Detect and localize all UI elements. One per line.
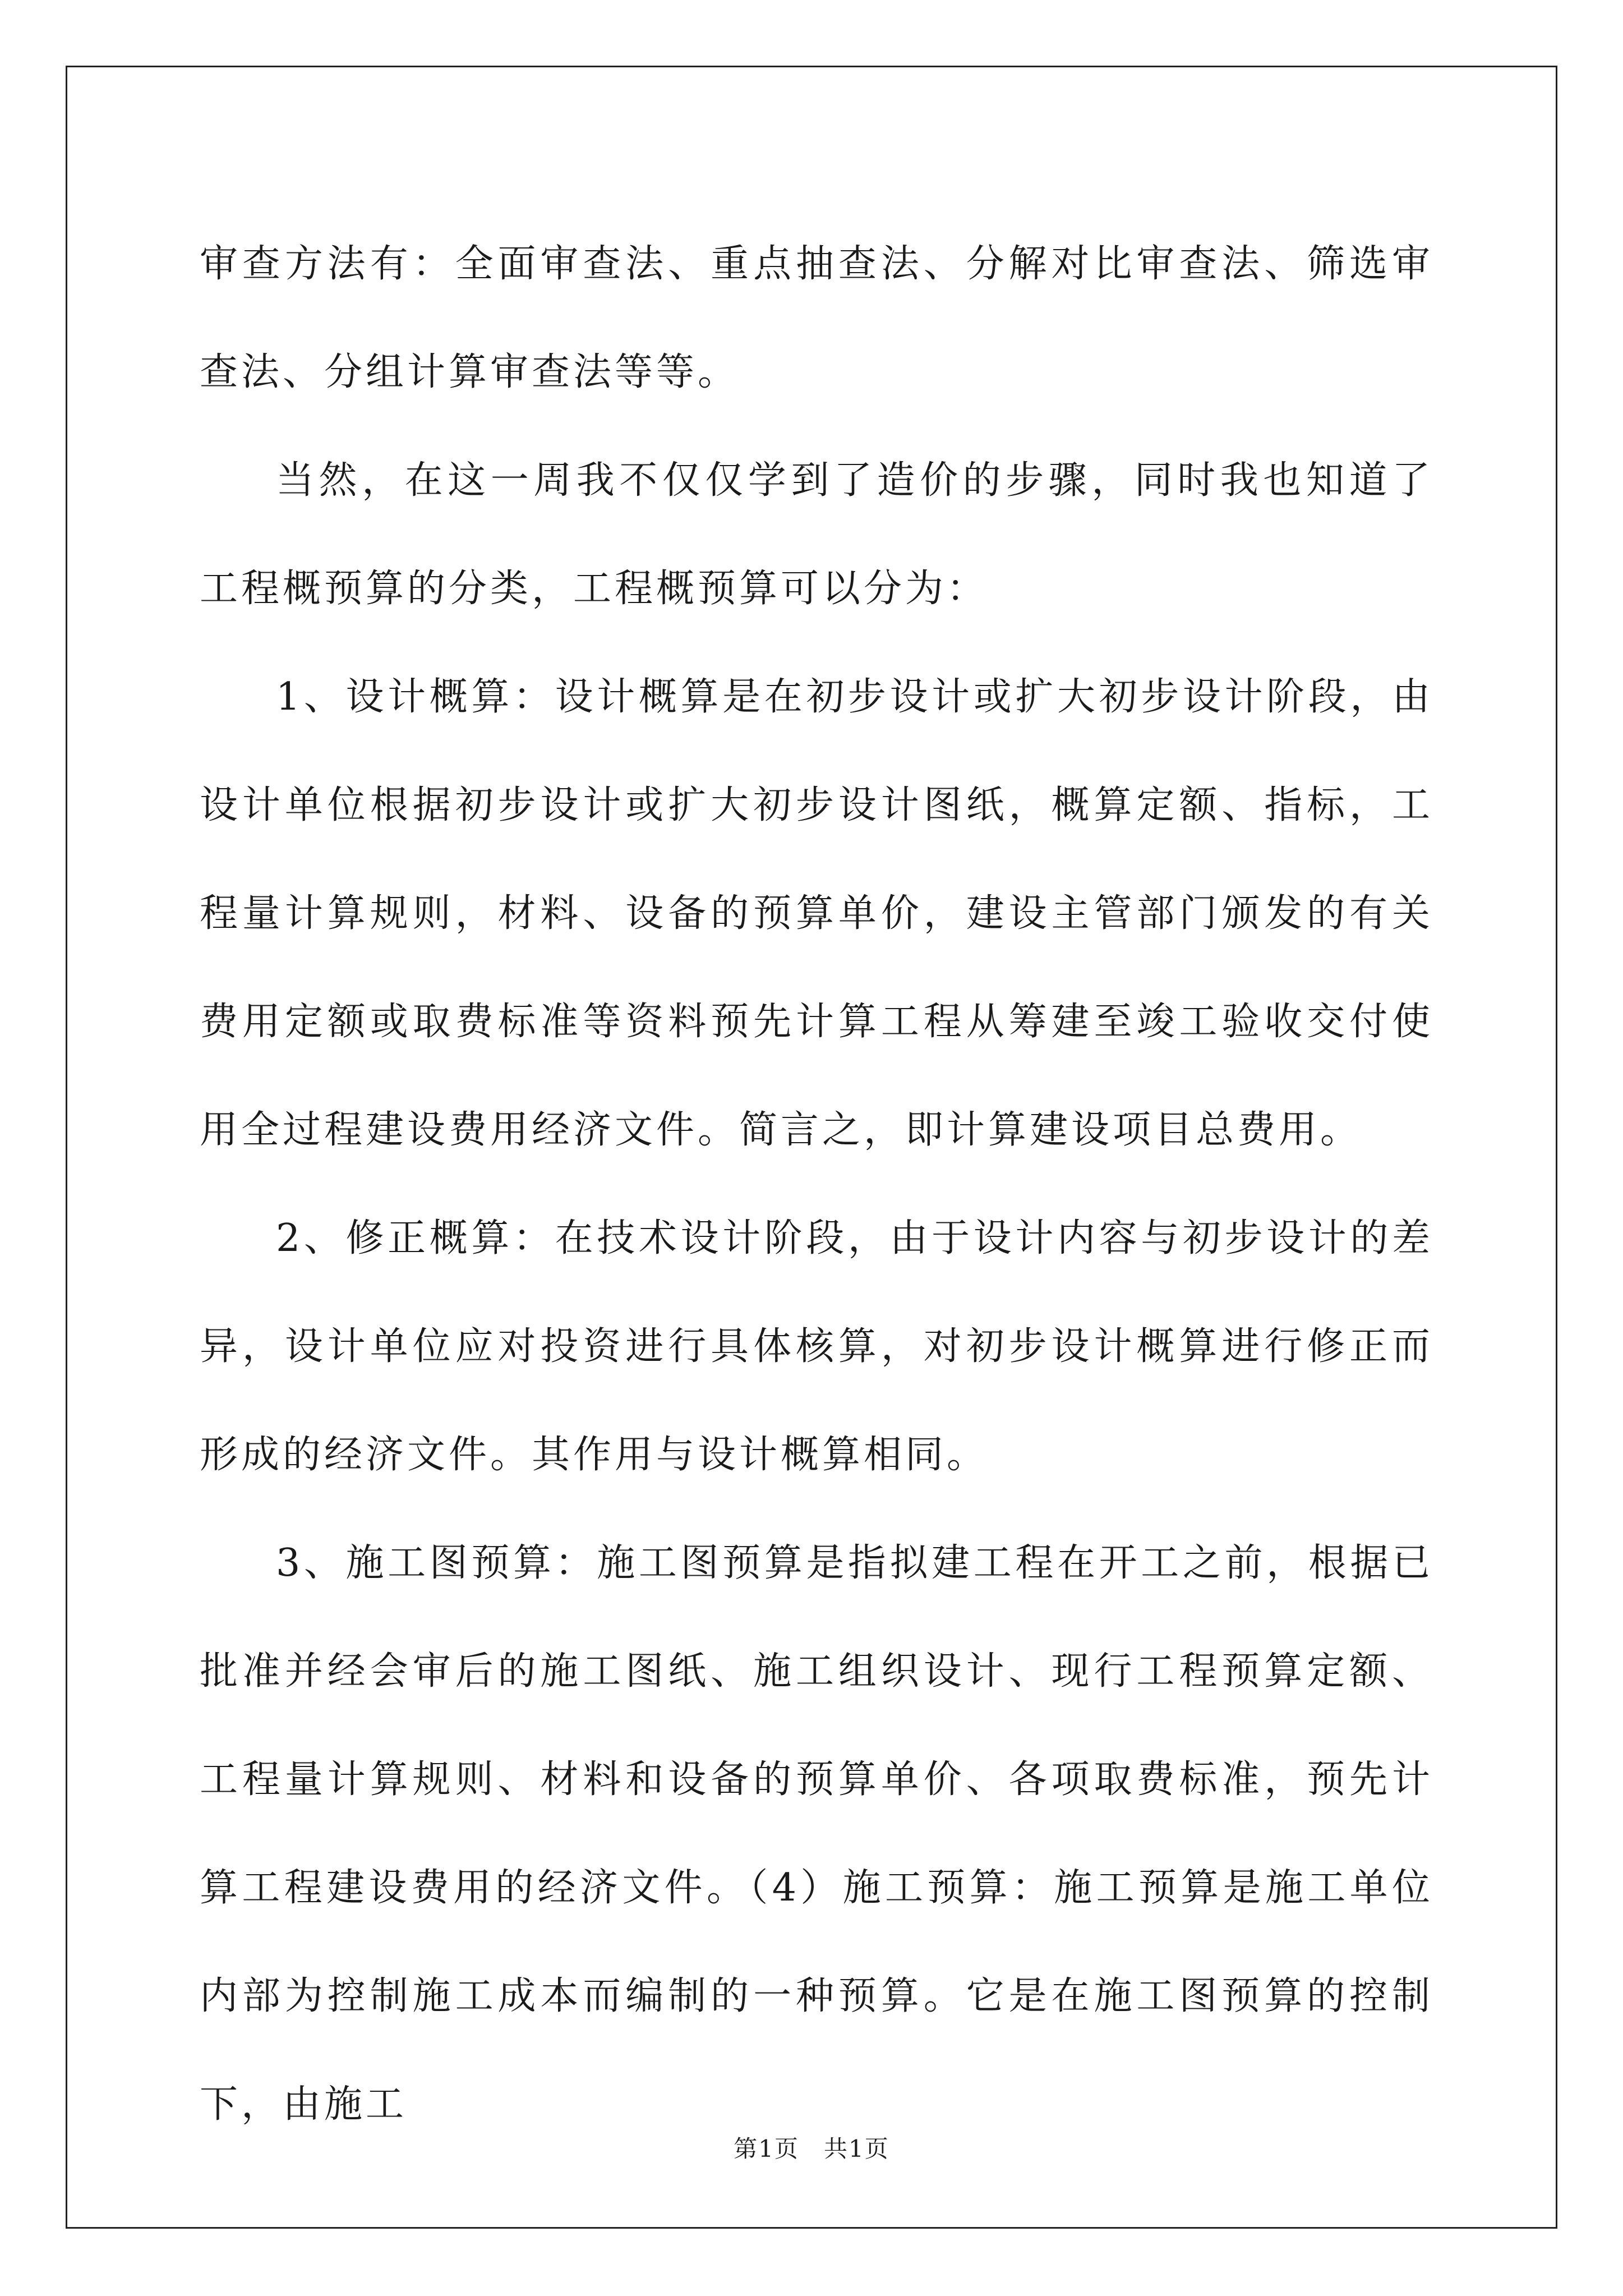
paragraph-revised-estimate: 2、修正概算：在技术设计阶段，由于设计内容与初步设计的差异，设计单位应对投资进行具体核算，对初步设计概算进行修正而形成的经济文件。其作用与设计概算相同。 (200, 1216, 1433, 1477)
paragraph-review-methods: 审查方法有：全面审查法、重点抽查法、分解对比审查法、筛选审查法、分组计算审查法等等。 (200, 242, 1433, 394)
document-body (200, 210, 1433, 2159)
paragraph-budget-classification: 当然，在这一周我不仅仅学到了造价的步骤，同时我也知道了工程概预算的分类，工程概预算可以分为： (200, 458, 1433, 611)
paragraph-construction-drawing-budget: 3、施工图预算：施工图预算是指拟建工程在开工之前，根据已批准并经会审后的施工图纸、施工组织设计、现行工程预算定额、工程量计算规则、材料和设备的预算单价、各项取费标准，预先计算工程建设费用的经济文件。（4）施工预算：施工预算是施工单位内部为控制施工成本而编制的一种预算。它是在施工图预算的控制下，由施工 (200, 1541, 1433, 2127)
paragraph-design-estimate: 1、设计概算：设计概算是在初步设计或扩大初步设计阶段，由设计单位根据初步设计或扩大初步设计图纸，概算定额、指标，工程量计算规则，材料、设备的预算单价，建设主管部门颁发的有关费用定额或取费标准等资料预先计算工程从筹建至竣工验收交付使用全过程建设费用经济文件。简言之，即计算建设项目总费用。 (200, 675, 1433, 1152)
page-number-footer: 第1页 共1页 (734, 2135, 889, 2162)
